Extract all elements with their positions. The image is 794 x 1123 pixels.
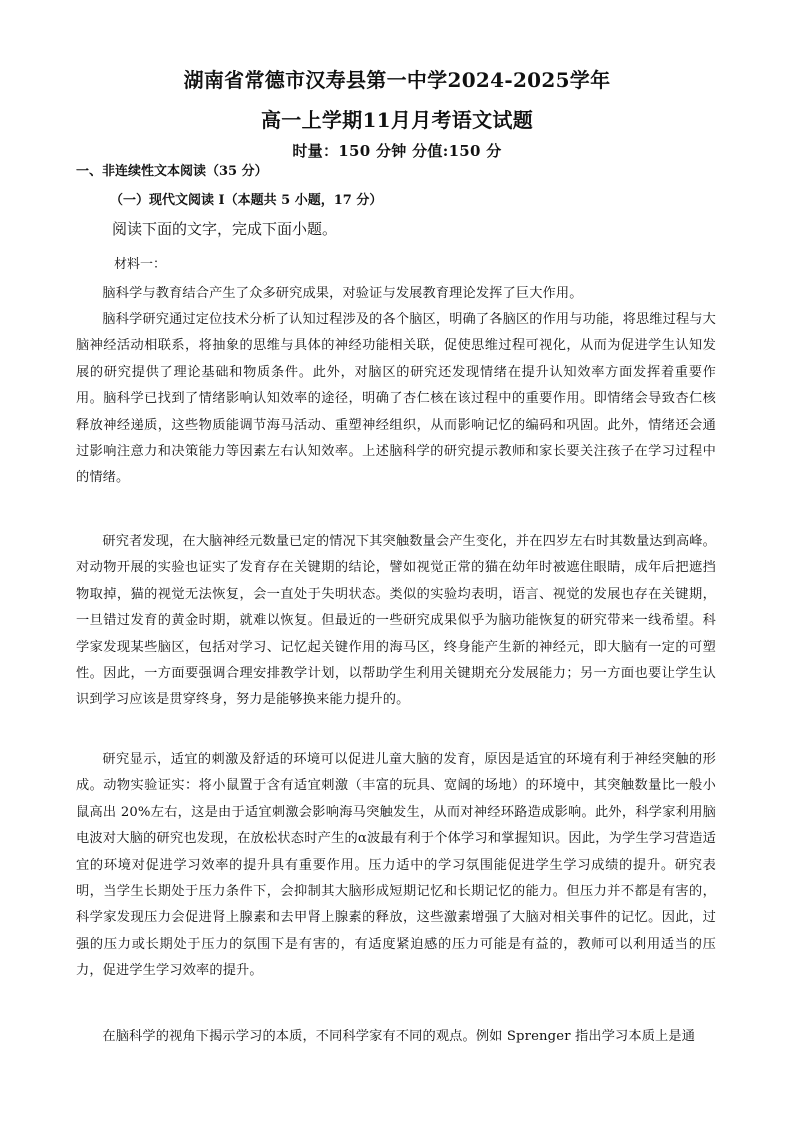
paragraph-3: 研究者发现，在大脑神经元数量已定的情况下其突触数量会产生变化，并在四岁左右时其数量达到高峰。对动物开展的实验也证实了发育存在关键期的结论，譬如视觉正常的猫在幼年时被遮住眼睛，成年后把遮挡物取掉，猫的视觉无法恢复，会一直处于失明状态。类似的实验均表明，语言、视觉的发展也存在关键期，一旦错过发育的黄金时期，就难以恢复。但最近的一些研究成果似乎为脑功能恢复的研究带来一线希望。科学家发现某些脑区，包括对学习、记忆起关键作用的海马区，终身能产生新的神经元，即大脑有一定的可塑性。因此，一方面要强调合理安排教学计划，以帮助学生利用关键期充分发展能力；另一方面也要让学生认识到学习应该是贯穿终身，努力是能够换来能力提升的。 (76, 534, 716, 708)
reading-instruction: 阅读下面的文字，完成下面小题。 (112, 220, 338, 238)
exam-title-line2: 高一上学期11月月考语文试题 (260, 108, 534, 132)
paragraph-4: 研究显示，适宜的刺激及舒适的环境可以促进儿童大脑的发育，原因是适宜的环境有利于神经突触的形成。动物实验证实：将小鼠置于含有适宜刺激（丰富的玩具、宽阔的场地）的环境中，其突触数量比一般小鼠高出 20%左右，这是由于适宜刺激会影响海马突触发生，从而对神经环路造成影响。此外，科学家利用脑电波对大脑的研究也发现，在放松状态时产生的α波最有利于个体学习和掌握知识。因此，为学生学习营造适宜的环境对促进学习效率的提升具有重要作用。压力适中的学习氛围能促进学生学习成绩的提升。研究表明，当学生长期处于压力条件下，会抑制其大脑形成短期记忆和长期记忆的能力。但压力并不都是有害的，科学家发现压力会促进肾上腺素和去甲肾上腺素的释放，这些激素增强了大脑对相关事件的记忆。因此，过强的压力或长期处于压力的氛围下是有害的，有适度紧迫感的压力可能是有益的，教师可以利用适当的压力，促进学生学习效率的提升。 (76, 752, 716, 979)
paragraph-1: 脑科学与教育结合产生了众多研究成果，对验证与发展教育理论发挥了巨大作用。 (102, 286, 583, 301)
material-label: 材料一： (114, 257, 167, 272)
exam-time-score: 时量：150 分钟 分值:150 分 (292, 142, 502, 160)
section-heading: 一、非连续性文本阅读（35 分） (76, 164, 268, 179)
paragraph-5: 在脑科学的视角下揭示学习的本质，不同科学家有不同的观点。例如 Sprenger 指出学习本质上是通 (102, 1029, 696, 1044)
exam-title-line1: 湖南省常德市汉寿县第一中学2024-2025学年 (183, 68, 611, 92)
subsection-heading: （一）现代文阅读 I（本题共 5 小题，17 分） (110, 193, 383, 208)
paragraph-2: 脑科学研究通过定位技术分析了认知过程涉及的各个脑区，明确了各脑区的作用与功能，将思维过程与大脑神经活动相联系，将抽象的思维与具体的神经功能相关联，促使思维过程可视化，从而为促进学生认知发展的研究提供了理论基础和物质条件。此外，对脑区的研究还发现情绪在提升认知效率方面发挥着重要作用。脑科学已找到了情绪影响认知效率的途径，明确了杏仁核在该过程中的重要作用。即情绪会导致杏仁核释放神经递质，这些物质能调节海马活动、重塑神经组织，从而影响记忆的编码和巩固。此外，情绪还会通过影响注意力和决策能力等因素左右认知效率。上述脑科学的研究提示教师和家长要关注孩子在学习过程中的情绪。 (76, 312, 716, 486)
